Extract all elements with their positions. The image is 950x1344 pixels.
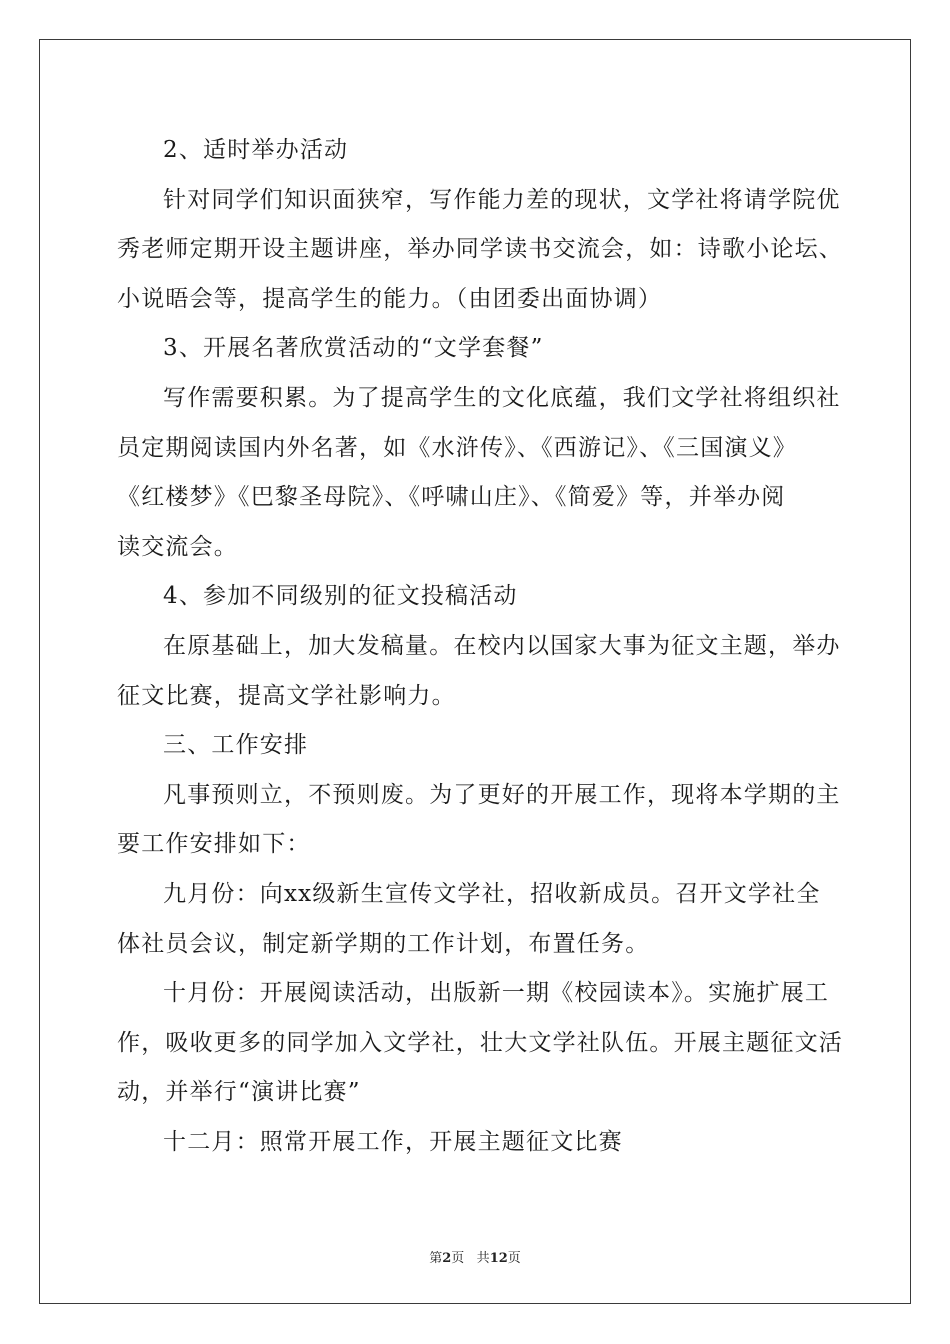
- total-suffix: 页: [507, 1251, 521, 1266]
- page-suffix: 页: [451, 1251, 465, 1266]
- text-line: 动，并举行“演讲比赛”: [117, 1079, 361, 1106]
- text-line: 4、参加不同级别的征文投稿活动: [163, 583, 518, 610]
- text-line: 读交流会。: [117, 533, 238, 560]
- total-pages: 12: [489, 1251, 508, 1266]
- text-line: 写作需要积累。为了提高学生的文化底蕴，我们文学社将组织社: [163, 384, 841, 411]
- text-line: 2、适时举办活动: [163, 137, 349, 163]
- text-line: 作，吸收更多的同学加入文学社，壮大文学社队伍。开展主题征文活: [117, 1029, 843, 1056]
- text-line: 员定期阅读国内外名著，如《水浒传》、《西游记》、《三国演义》: [117, 434, 797, 461]
- total-prefix: 共: [476, 1251, 490, 1266]
- text-line: 征文比赛，提高文学社影响力。: [117, 682, 456, 709]
- page-footer: [0, 1247, 950, 1266]
- text-line: 十月份：开展阅读活动，出版新一期《校园读本》。实施扩展工: [163, 980, 830, 1007]
- text-line: 小说晤会等，提高学生的能力。（由团委出面协调）: [117, 285, 663, 312]
- text-line: 要工作安排如下：: [117, 831, 311, 858]
- text-line: 凡事预则立，不预则废。为了更好的开展工作，现将本学期的主: [163, 781, 841, 808]
- text-line: 3、开展名著欣赏活动的“文学套餐”: [163, 335, 544, 362]
- text-line: 十二月：照常开展工作，开展主题征文比赛: [163, 1128, 623, 1155]
- document-body: [117, 126, 843, 1167]
- text-line: 九月份：向xx级新生宣传文学社，招收新成员。召开文学社全: [163, 880, 821, 907]
- text-line: 《红楼梦》《巴黎圣母院》、《呼啸山庄》、《简爱》等，并举办阅: [117, 484, 786, 511]
- text-line: 秀老师定期开设主题讲座，举办同学读书交流会，如：诗歌小论坛、: [117, 236, 843, 263]
- page-number: 2: [442, 1251, 452, 1266]
- text-line: 在原基础上，加大发稿量。在校内以国家大事为征文主题，举办: [163, 632, 841, 659]
- page-prefix: 第: [429, 1251, 443, 1266]
- text-line: 体社员会议，制定新学期的工作计划，布置任务。: [117, 930, 650, 957]
- text-line: 针对同学们知识面狭窄，写作能力差的现状，文学社将请学院优: [163, 186, 841, 213]
- text-line: 三、工作安排: [163, 732, 309, 759]
